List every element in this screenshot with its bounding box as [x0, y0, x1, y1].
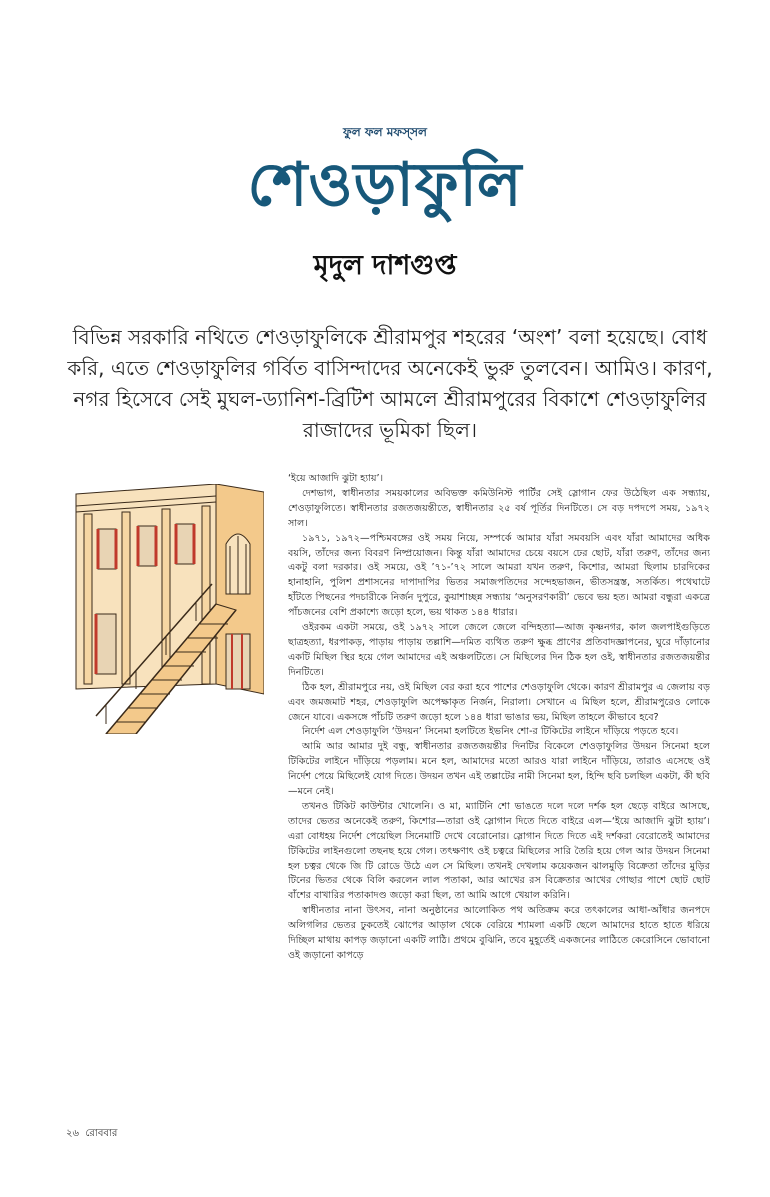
- magazine-name: রোববার: [85, 1128, 118, 1139]
- body-paragraph: ওইরকম একটা সময়ে, ওই ১৯৭২ সালে জেলে জেলে বন্দিহত্যা—আজ কৃষ্ণনগর, কাল জলপাইগুড়িতে ছাত্রহত্যা, ধরপাকড়, পাড়ায় পাড়ায় তল্লাশি—দমিত ব্যথিত তরুণ ক্ষুব্ধ প্রাণের প্রতিবাদজ্ঞাপনের, ঘুরে দাঁড়ানোর একটি মিছিল স্থির হয়ে গেল আমাদের এই অঞ্চলটিতে। সে মিছিলের দিন ঠিক হল ওই, স্বাধীনতার রজতজয়ন্তীর দিনটিতে।: [288, 622, 710, 678]
- body-paragraph: দেশভাগ, স্বাধীনতার সময়কালের অবিভক্ত কমিউনিস্ট পার্টির সেই স্লোগান ফের উঠেছিল এক সন্ধ্যায়, শেওড়াফুলিতে। স্বাধীনতার রজতজয়ন্তীতে, স্বাধীনতার ২৫ বর্ষ পূর্তির দিনটিতে। সে বড় দপদপে সময়, ১৯৭২ সাল।: [288, 487, 710, 529]
- section-label: ফুল ফল মফস্‌সল: [342, 125, 427, 139]
- building-sketch-illustration: [66, 484, 264, 734]
- body-paragraph: ‘ইয়ে আজাদি ঝুটা হ্যায়’।: [288, 473, 384, 484]
- body-paragraph: আমি আর আমার দুই বন্ধু, স্বাধীনতার রজতজয়ন্তীর দিনটির বিকেলে শেওড়াফুলির উদয়ন সিনেমা হলে টিকিটের লাইনে দাঁড়িয়ে পড়লাম। মনে হল, আমাদের মতো আরও যারা লাইনে দাঁড়িয়ে, তারাও এসেছে ওই নির্দেশ পেয়ে মিছিলেই যোগ দিতে। উদয়ন তখন এই তল্লাটের নামী সিনেমা হল, হিন্দি ছবি চলছিল একটা, কী ছবি—মনে নেই।: [288, 741, 710, 798]
- page-folio: [66, 1126, 117, 1143]
- body-paragraph: ১৯৭১, ১৯৭২—পশ্চিমবঙ্গের ওই সময় নিয়ে, সম্পর্কে আমার যাঁরা সমবয়সি এবং যাঁরা আমাদের অধিক বয়সি, তাঁদের জন্য বিবরণ নিষ্প্রয়োজন। কিন্তু যাঁরা আমাদের চেয়ে বয়সে ঢের ছোট, যাঁরা তরুণ, তাঁদের জন্য একটু বলা দরকার। ওই সময়ে, ওই ’৭১-’৭২ সালে আমরা যখন তরুণ, কিশোর, আমরা ছিলাম চারদিকের হানাহানি, পুলিশ প্রশাসনের দাপাদাপির ভিতর সমাজপতিদের সন্দেহভাজন, ভীতসন্ত্রস্ত, সতর্কিত। পথেঘাটে হাঁটতে পিছনের পদচারীকে নির্জন দুপুরে, কুয়াশাচ্ছন্ন সন্ধ্যায় ‘অনুসরণকারী’ ভেবে ভয় হত। আমরা বন্ধুরা একত্রে পাঁচজনের বেশি প্রকাশ্যে জড়ো হলে, ভয় থাকত ১৪৪ ধারার।: [288, 532, 710, 619]
- author-byline: মৃদুল দাশগুপ্ত: [313, 250, 457, 281]
- body-paragraph: তখনও টিকিট কাউন্টার খোলেনি। ও মা, ম্যাটিনি শো ভাঙতে দলে দলে দর্শক হল ছেড়ে বাইরে আসছে, তাদের ভেতর অনেকেই তরুণ, কিশোর—তারা ওই স্লোগান দিতে দিতে বাইরে এল—‘ইয়ে আজাদি ঝুটা হ্যায়’। এরা বোধহয় নির্দেশ পেয়েছিল সিনেমাটি দেখে বেরোনোর। স্লোগান দিতে দিতে এই দর্শকরা বেরোতেই আমাদের টিকিটের লাইনগুলো তছনছ হয়ে গেল। তৎক্ষণাৎ ওই চত্বরে মিছিলের সারি তৈরি হয়ে গেল আর উদয়ন সিনেমা হল চত্বর থেকে জি টি রোডে উঠে এল সে মিছিল। তখনই দেখলাম কয়েকজন ঝালমুড়ি বিক্রেতা তাঁদের মুড়ির টিনের ভিতর থেকে বিলি করলেন লাল পতাকা, আর আখের রস বিক্রেতার আখের গোছার পাশে ছোট ছোট বাঁশের বাখারির পতাকাদণ্ড জড়ো করা ছিল, তা আমি আগে খেয়াল করিনি।: [288, 800, 710, 902]
- body-paragraph: স্বাধীনতার নানা উৎসব, নানা অনুষ্ঠানের আলোকিত পথ অতিক্রম করে তৎকালের আধা-আঁধার জনপদে অলিগলির ভেতর ঢুকতেই ঝোপের আড়াল থেকে বেরিয়ে শ্যামলা একটি ছেলে আমাদের হাতে হাতে ধরিয়ে দিচ্ছিল মাথায় কাপড় জড়ানো একটি লাঠি। প্রথমে বুঝিনি, তবে মুহূর্তেই একজনের লাঠিতে কেরোসিনে ভোবানো ওই জড়ানো কাপড়ে: [288, 905, 710, 961]
- page-number: ২৬: [66, 1128, 80, 1139]
- body-paragraph: ঠিক হল, শ্রীরামপুরে নয়, ওই মিছিল বের করা হবে পাশের শেওড়াফুলি থেকে। কারণ শ্রীরামপুর এ জেলায় বড় এবং জমজমাট শহর, শেওড়াফুলি অপেক্ষাকৃত নির্জন, নিরালা। সেখানে এ মিছিল হলে, শ্রীরামপুরেও লোকে জেনে যাবে। একসঙ্গে পাঁচটি তরুণ জড়ো হলে ১৪৪ ধারা ভাঙার ভয়, মিছিল তাহলে কীভাবে হবে?: [288, 681, 710, 723]
- article-body: [288, 472, 710, 1122]
- body-paragraph: নির্দেশ এল শেওড়াফুলি ‘উদয়ন’ সিনেমা হলটিতে ইভনিং শো-র টিকিটের লাইনে দাঁড়িয়ে পড়তে হবে।: [302, 726, 679, 738]
- article-title: শেওড়াফুলি: [247, 150, 523, 220]
- article-deck: বিভিন্ন সরকারি নথিতে শেওড়াফুলিকে শ্রীরামপুর শহরের ‘অংশ’ বলা হয়েছে। বোধ করি, এতে শেওড়াফুলির গর্বিত বাসিন্দাদের অনেকেই ভুরু তুলবেন। আমিও। কারণ, নগর হিসেবে সেই মুঘল-ড্যানিশ-ব্রিটিশ আমলে শ্রীরামপুরের বিকাশে শেওড়াফুলির রাজাদের ভূমিকা ছিল।: [67, 325, 713, 442]
